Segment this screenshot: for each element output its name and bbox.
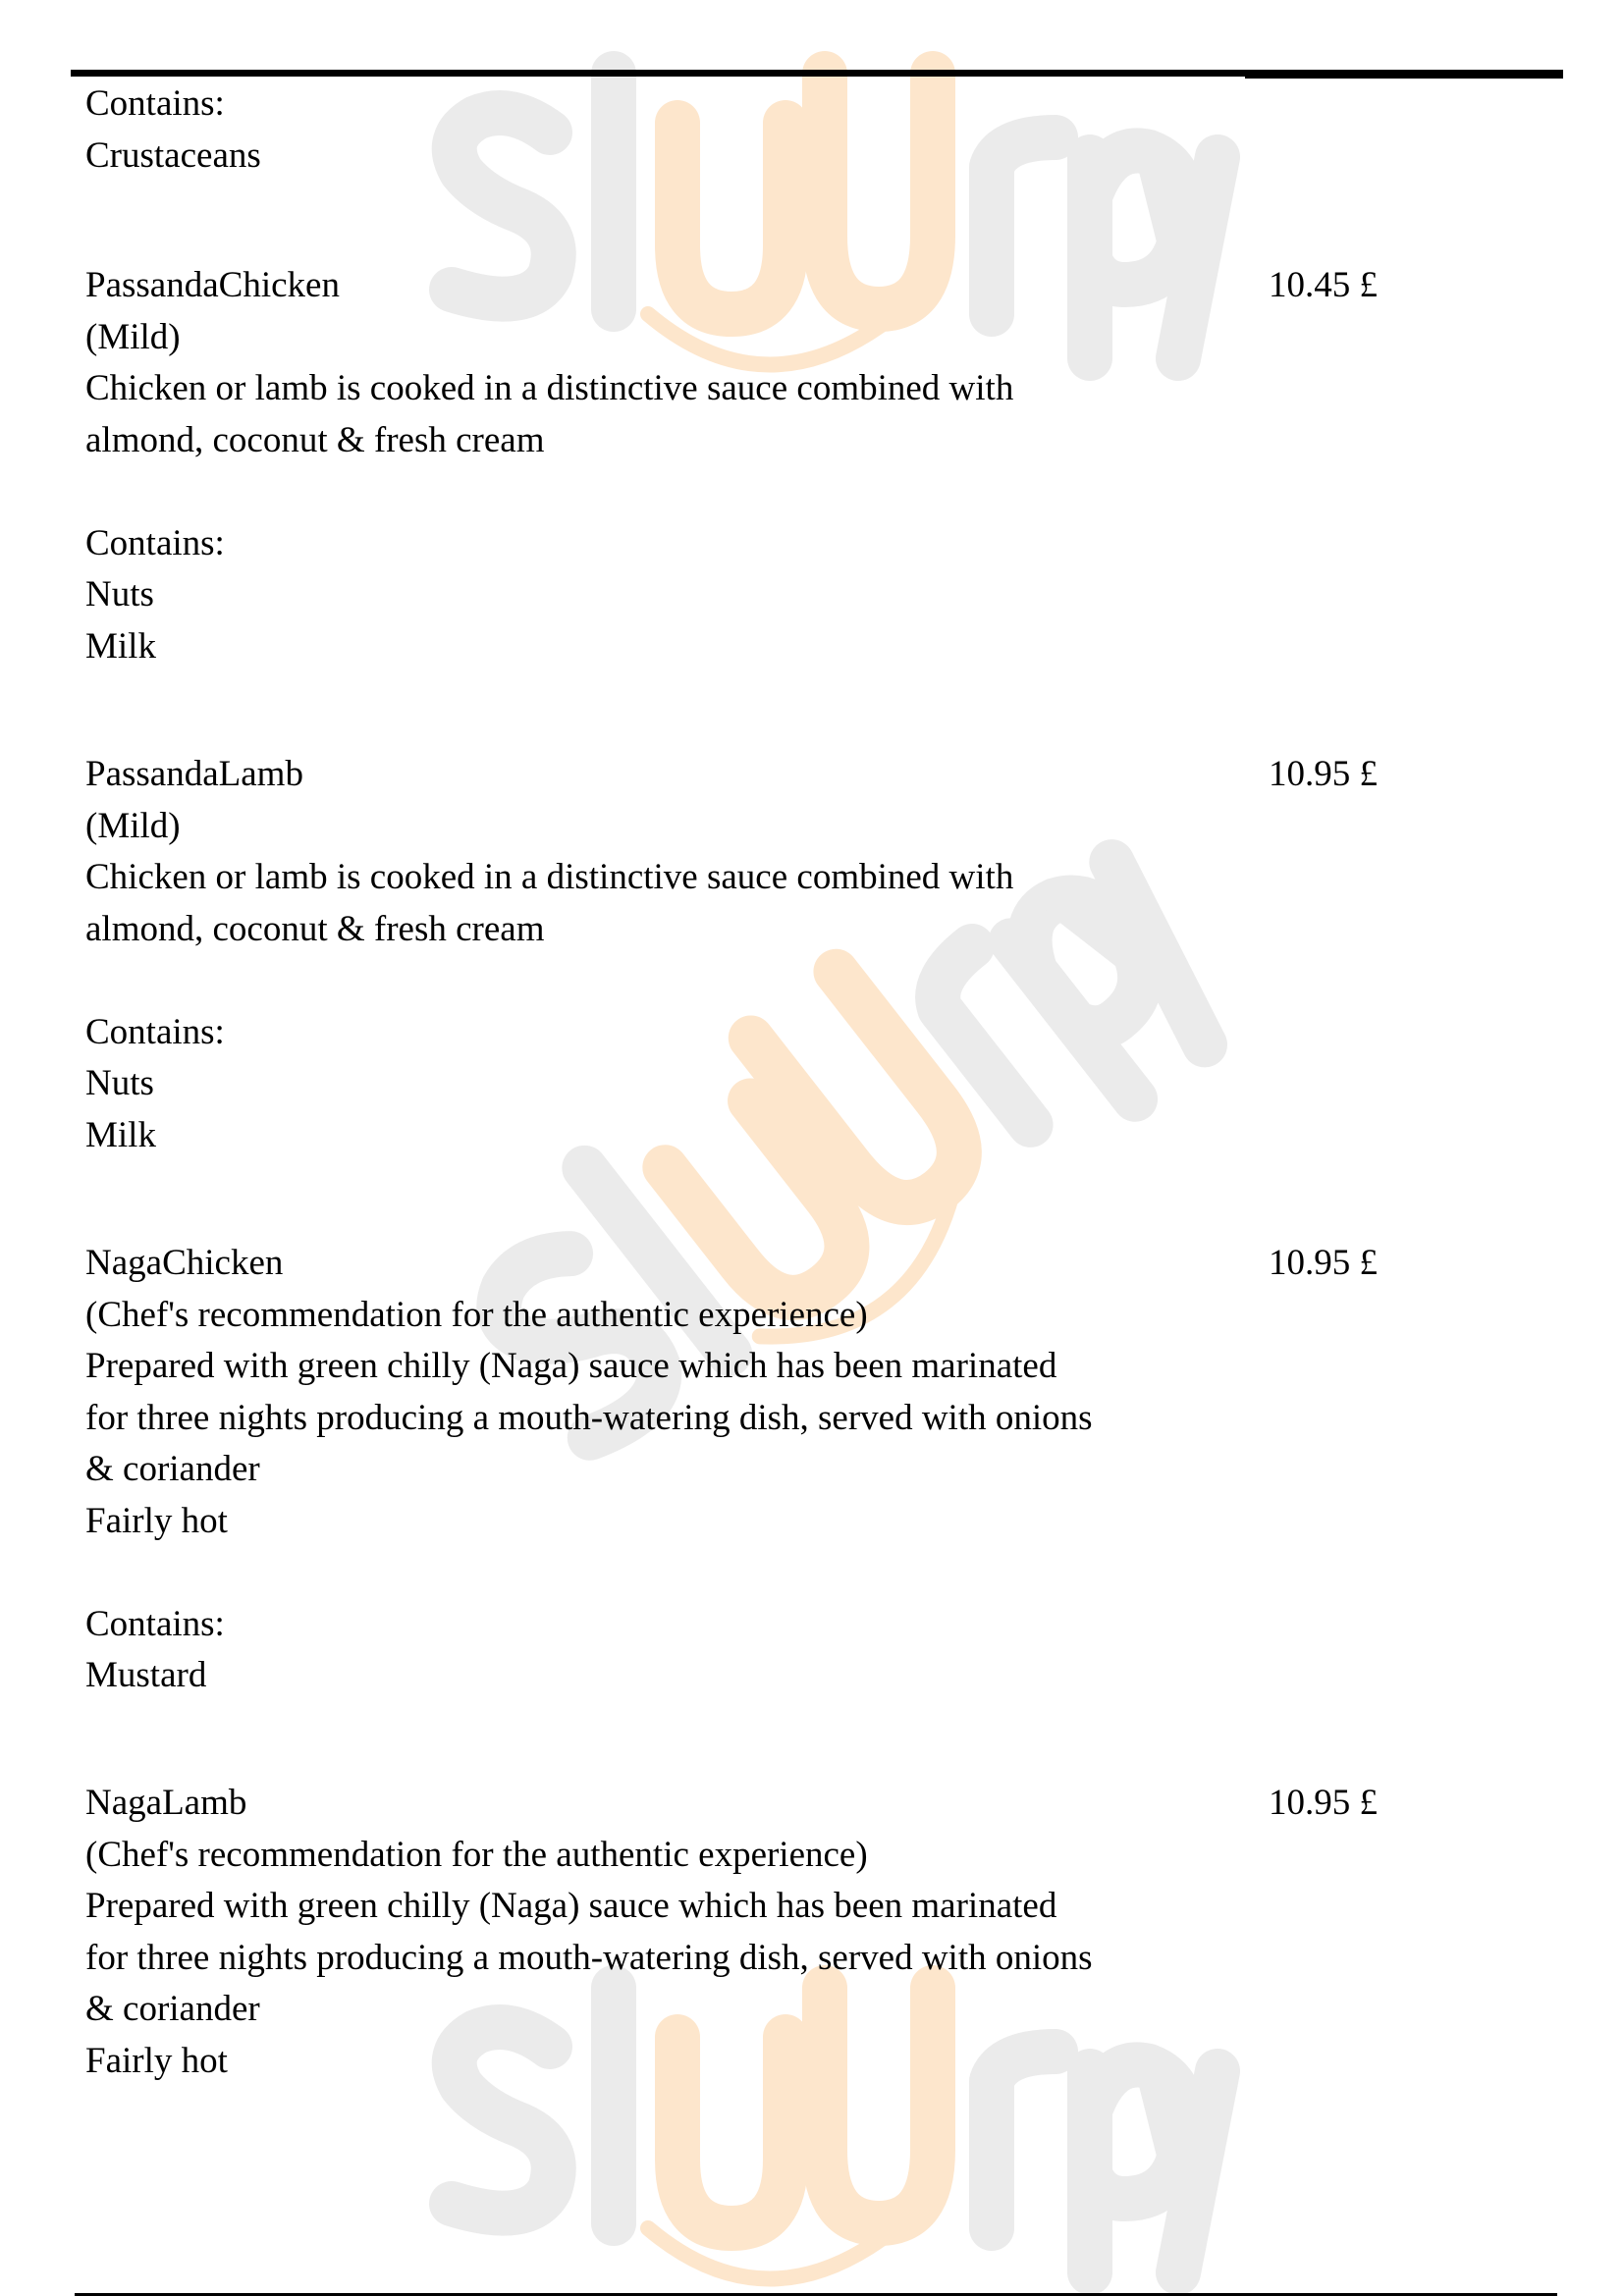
menu-item — [85, 1238, 1244, 1702]
item-note: (Mild) — [85, 805, 181, 846]
item-price: 10.95 £ — [1269, 1783, 1378, 1823]
item-description: Chicken or lamb is cooked in a distinctive sauce combined with — [85, 368, 1014, 408]
item-name: NagaLamb — [85, 1783, 247, 1823]
menu-item — [85, 749, 1244, 1161]
top-rule — [71, 70, 1245, 77]
item-price: 10.45 £ — [1269, 265, 1378, 305]
item-note: (Mild) — [85, 316, 181, 357]
item-name: NagaChicken — [85, 1243, 284, 1283]
item-description: Fairly hot — [85, 2040, 228, 2081]
contains-label: Contains: — [85, 1011, 225, 1052]
item-note: (Chef's recommendation for the authentic experience) — [85, 1294, 868, 1335]
contains-label: Contains: — [85, 522, 225, 563]
allergen: Mustard — [85, 1655, 207, 1695]
item-price: 10.95 £ — [1269, 754, 1378, 794]
allergen: Nuts — [85, 574, 154, 614]
item-description: Prepared with green chilly (Naga) sauce which has been marinated — [85, 1886, 1057, 1926]
item-description: & coriander — [85, 1449, 260, 1489]
item-description: almond, coconut & fresh cream — [85, 908, 545, 949]
menu-item — [85, 1778, 1244, 2087]
item-price: 10.95 £ — [1269, 1243, 1378, 1283]
item-description: for three nights producing a mouth-watering dish, served with onions — [85, 1937, 1093, 1978]
carryover-allergens — [85, 79, 1244, 182]
item-description: Prepared with green chilly (Naga) sauce which has been marinated — [85, 1346, 1057, 1386]
menu-item — [85, 260, 1244, 672]
allergen: Milk — [85, 625, 156, 667]
allergen: Crustaceans — [85, 134, 261, 176]
item-description: Chicken or lamb is cooked in a distinctive sauce combined with — [85, 857, 1014, 897]
top-rule-price-column — [1245, 70, 1563, 79]
contains-label: Contains: — [85, 1603, 225, 1644]
allergen: Nuts — [85, 1063, 154, 1103]
item-description: & coriander — [85, 1989, 260, 2029]
item-note: (Chef's recommendation for the authentic experience) — [85, 1834, 868, 1875]
item-description: Fairly hot — [85, 1500, 228, 1541]
item-name: PassandaChicken — [85, 265, 340, 305]
item-description: for three nights producing a mouth-watering dish, served with onions — [85, 1397, 1093, 1438]
contains-label: Contains: — [85, 83, 225, 124]
item-description: almond, coconut & fresh cream — [85, 419, 545, 460]
allergen: Milk — [85, 1114, 156, 1155]
item-name: PassandaLamb — [85, 754, 303, 794]
